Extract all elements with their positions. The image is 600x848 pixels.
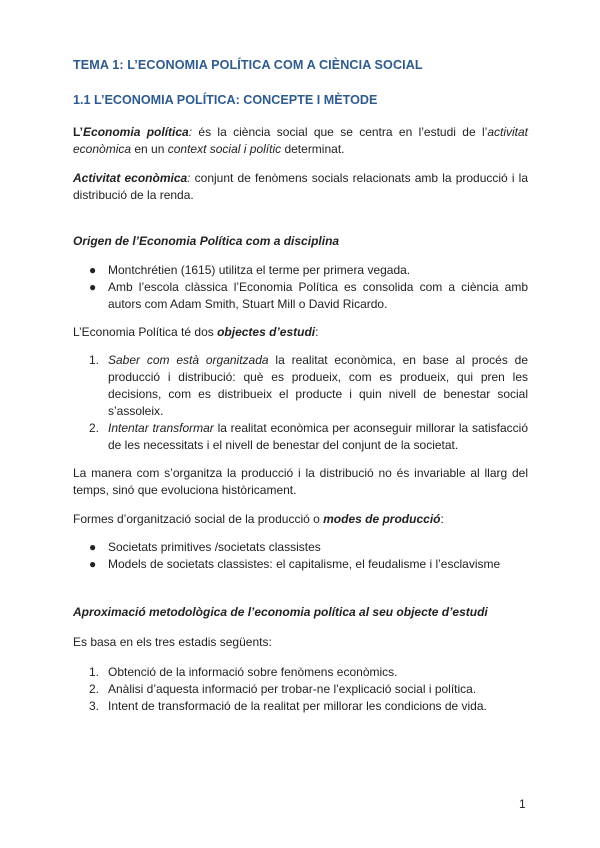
term-prefix: L’ [73,125,84,139]
bullet-marker: ● [89,280,97,294]
definition-activitat-economica [73,170,528,204]
subheading-origen: Origen de l’Economia Política com a disciplina [73,234,340,248]
objectes-list [73,352,528,454]
term-economia-politica: Economia política [83,125,189,139]
list-item-text: Anàlisi d’aquesta informació per trobar-ne l’explicació social i política. [108,682,477,696]
formes-intro [73,511,528,528]
list-item-em: Intentar transformar [108,421,214,435]
list-item-text: Intent de transformació de la realitat per millorar les condicions de vida. [108,699,487,713]
list-item [73,698,528,715]
def-em-activitat: activitat econòmica [73,125,528,156]
list-item-em: Saber com està organitzada [108,353,269,367]
objectes-intro [73,324,528,341]
list-item-text: Montchrétien (1615) utilitza el terme per primera vegada. [108,263,411,277]
def2-text: conjunt de fenòmens socials relacionats amb la producció i la distribució de la renda. [73,171,528,202]
term-activitat-economica: Activitat econòmica [73,171,188,185]
section-heading: 1.1 L’ECONOMIA POLÍTICA: CONCEPTE I MÈTODE [73,93,378,107]
list-item [73,539,528,556]
term2-colon: : [187,171,191,185]
aprox-list [73,664,528,715]
page-title: TEMA 1: L’ECONOMIA POLÍTICA COM A CIÈNCIA SOCIAL [73,58,423,72]
list-item [73,420,528,454]
number-marker: 2. [89,421,100,435]
formes-intro-end: : [440,512,444,526]
objectes-intro-end: : [315,325,319,339]
definition-economia-politica [73,124,528,158]
manera-paragraph: La manera com s’organitza la producció i la distribució no és invariable al llarg del temps, sinó que evoluciona històricament. [73,466,528,497]
number-marker: 1. [89,665,100,679]
objectes-intro-text: L’Economia Política té dos [73,325,218,339]
list-item [73,352,528,420]
list-item-text: Models de societats classistes: el capitalisme, el feudalisme i l’esclavisme [108,557,501,571]
number-marker: 1. [89,353,100,367]
list-item [73,664,528,681]
list-item [73,556,528,573]
list-item-text: Amb l’escola clàssica l’Economia Política es consolida com a ciència amb autors com Adam Smith, Stuart Mill o David Ricardo. [108,280,528,311]
list-item [73,681,528,698]
list-item-text: la realitat econòmica per aconseguir millorar la satisfacció de les necessitats i el nivell de benestar del conjunt de la societat. [108,421,529,452]
def-text-2: en un [131,142,168,156]
page-number: 1 [519,797,526,811]
formes-intro-text: Formes d’organització social de la producció o [73,512,324,526]
origen-list [73,262,528,313]
subheading-aproximacio: Aproximació metodològica de l’economia política al seu objecte d’estudi [73,605,488,619]
def-em-context: context social i polític [167,142,282,156]
def-text-3: determinat. [281,142,345,156]
list-item [73,262,528,279]
list-item-text: la realitat econòmica, en base al procés de producció i distribució: què es produeix, com es produeix, qui pren les decisions, com es distribueix el producte i quin nivell de benestar social s’assoleix. [108,353,529,418]
objectes-intro-em: objectes d’estudi [217,325,316,339]
bullet-marker: ● [89,263,97,277]
formes-list [73,539,528,573]
def-text-1: és la ciència social que se centra en l’estudi de l’ [192,125,488,139]
list-item [73,279,528,313]
bullet-marker: ● [89,540,97,554]
bullet-marker: ● [89,557,97,571]
number-marker: 2. [89,682,100,696]
list-item-text: Societats primitives /societats classistes [108,540,321,554]
number-marker: 3. [89,699,100,713]
list-item-text: Obtenció de la informació sobre fenòmens econòmics. [108,665,398,679]
term-colon: : [188,125,193,139]
aprox-intro: Es basa en els tres estadis següents: [73,635,272,649]
formes-intro-em: modes de producció [323,512,441,526]
